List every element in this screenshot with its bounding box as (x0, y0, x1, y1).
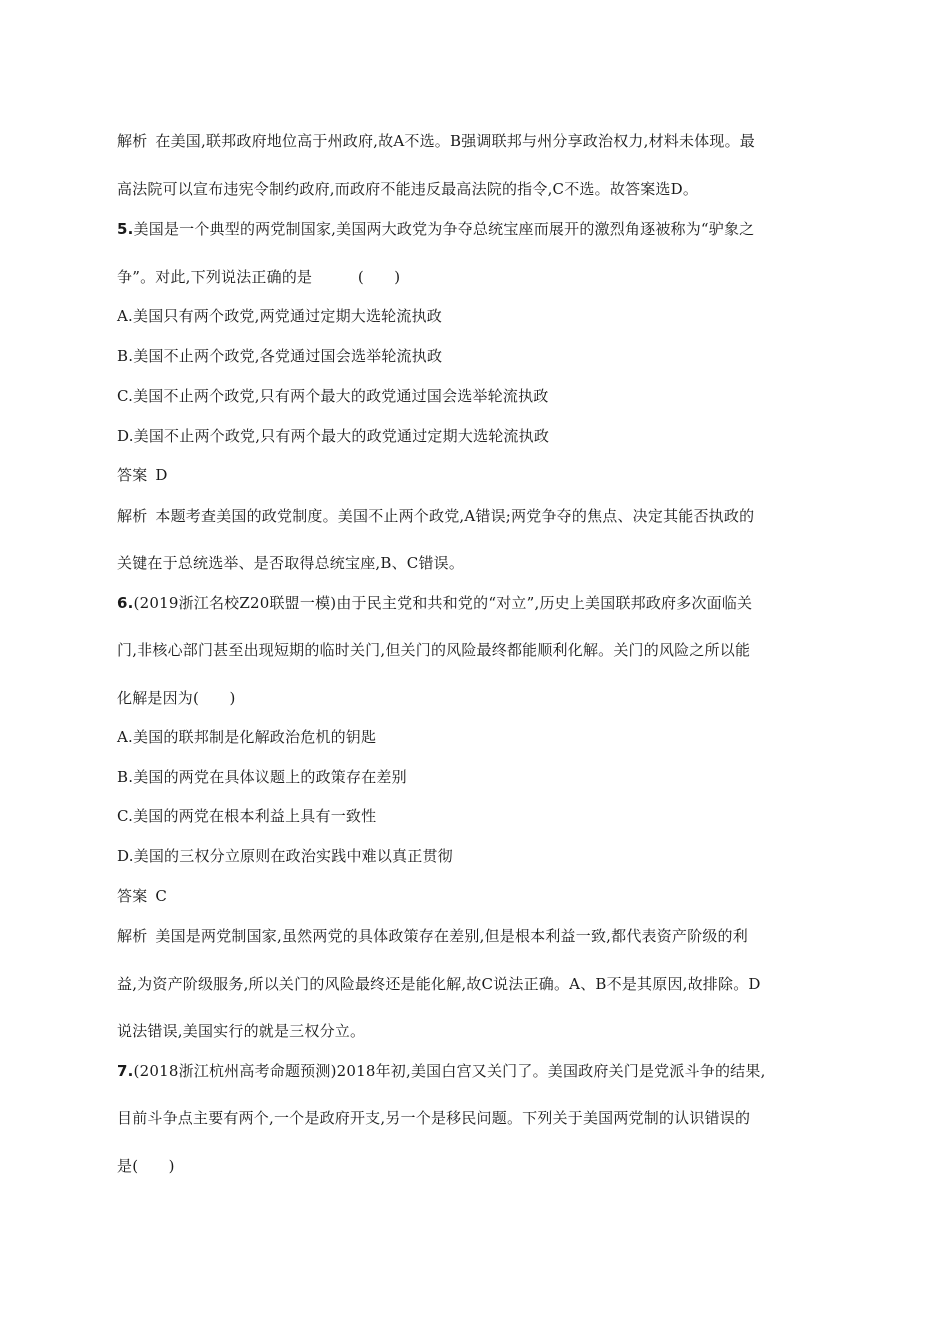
q7-stem-line-1: 7.(2018浙江杭州高考命题预测)2018年初,美国白宫又关门了。美国政府关门是党派斗争的结果, (117, 1062, 766, 1080)
answer-label: 答案 (117, 887, 148, 905)
q5-stem-line-2: 争”。对此,下列说法正确的是 ( ) (117, 268, 401, 286)
q6-option-b: B.美国的两党在具体议题上的政策存在差别 (117, 768, 407, 786)
q5-option-b: B.美国不止两个政党,各党通过国会选举轮流执政 (117, 347, 443, 365)
q6-option-a: A.美国的联邦制是化解政治危机的钥匙 (117, 728, 377, 746)
question-number: 7. (117, 1062, 134, 1080)
q5-analysis-line-1: 解析 本题考查美国的政党制度。美国不止两个政党,A错误;两党争夺的焦点、决定其能否执政的 (117, 507, 755, 525)
q5-option-c: C.美国不止两个政党,只有两个最大的政党通过国会选举轮流执政 (117, 387, 549, 405)
q6-option-d: D.美国的三权分立原则在政治实践中难以真正贯彻 (117, 847, 453, 865)
answer-value: C (155, 887, 168, 905)
answer-value: D (155, 466, 168, 484)
q6-option-c: C.美国的两党在根本利益上具有一致性 (117, 807, 377, 825)
q5-stem-line-1: 5.美国是一个典型的两党制国家,美国两大政党为争夺总统宝座而展开的激烈角逐被称为“驴象之 (117, 220, 755, 238)
q6-stem-line-3: 化解是因为( ) (117, 689, 236, 707)
q6-stem-line-2: 门,非核心部门甚至出现短期的临时关门,但关门的风险最终都能顺利化解。关门的风险之所以能 (117, 641, 751, 659)
answer-label: 答案 (117, 466, 148, 484)
q6-answer (117, 886, 167, 906)
q5-analysis-line-2: 关键在于总统选举、是否取得总统宝座,B、C错误。 (117, 554, 465, 572)
question-number: 6. (117, 594, 134, 612)
q7-stem-line-2: 目前斗争点主要有两个,一个是政府开支,另一个是移民问题。下列关于美国两党制的认识错误的 (117, 1109, 751, 1127)
q5-answer (117, 465, 168, 485)
analysis-label: 解析 (117, 132, 148, 150)
q5-option-a: A.美国只有两个政党,两党通过定期大选轮流执政 (117, 307, 442, 325)
q6-stem-line-1: 6.(2019浙江名校Z20联盟一模)由于民主党和共和党的“对立”,历史上美国联邦政府多次面临关 (117, 594, 753, 612)
q6-analysis-line-2: 益,为资产阶级服务,所以关门的风险最终还是能化解,故C说法正确。A、B不是其原因,故排除。D (117, 975, 761, 993)
q4-analysis-line-2: 高法院可以宣布违宪令制约政府,而政府不能违反最高法院的指令,C不选。故答案选D。 (117, 180, 699, 198)
question-number: 5. (117, 220, 134, 238)
analysis-label: 解析 (117, 507, 148, 525)
q7-stem-line-3: 是( ) (117, 1157, 175, 1175)
q6-analysis-line-3: 说法错误,美国实行的就是三权分立。 (117, 1022, 366, 1040)
analysis-label: 解析 (117, 927, 148, 945)
q5-option-d: D.美国不止两个政党,只有两个最大的政党通过定期大选轮流执政 (117, 427, 550, 445)
q6-analysis-line-1: 解析 美国是两党制国家,虽然两党的具体政策存在差别,但是根本利益一致,都代表资产阶级的利 (117, 927, 748, 945)
q4-analysis-line-1: 解析 在美国,联邦政府地位高于州政府,故A不选。B强调联邦与州分享政治权力,材料未体现。最 (117, 132, 755, 150)
